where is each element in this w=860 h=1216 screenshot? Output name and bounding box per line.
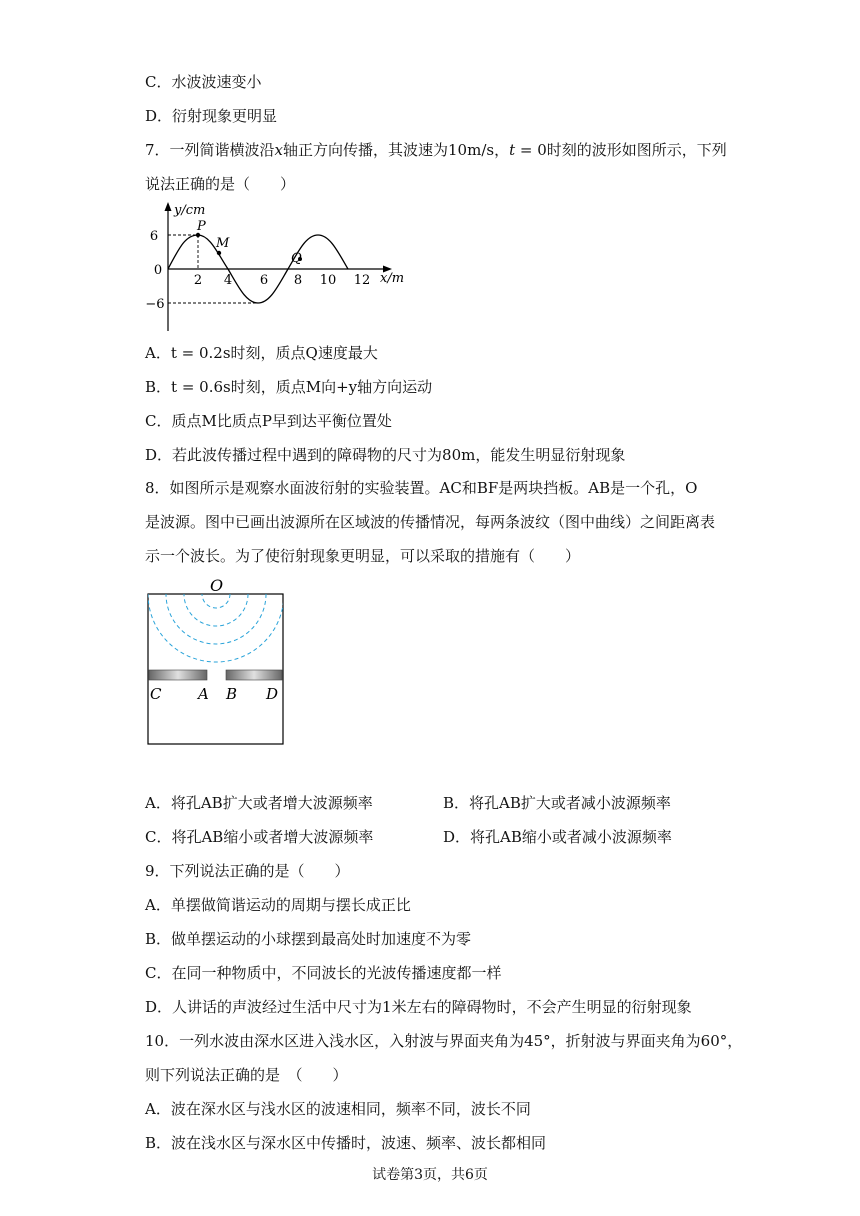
ytick-neg6: −6: [145, 297, 165, 312]
label-o: O: [210, 576, 224, 595]
q10-option-a: A．波在深水区与浅水区的波速相同，频率不同，波长不同: [145, 1100, 531, 1118]
q6-option-d: D．衍射现象更明显: [145, 107, 278, 125]
ytick-0: 0: [153, 263, 163, 278]
xtick-12: 12: [353, 273, 371, 288]
tank-outline: [148, 594, 283, 744]
q9-option-d: D．人讲话的声波经过生活中尺寸为1米左右的障碍物时，不会产生明显的衍射现象: [145, 998, 692, 1016]
q7-wave-figure: [140, 198, 410, 338]
q8-option-b: B．将孔AB扩大或者减小波源频率: [443, 794, 671, 812]
xtick-10: 10: [319, 273, 337, 288]
q7-stem-line1: [145, 140, 727, 160]
q8-stem-line1: 8．如图所示是观察水面波衍射的实验装置。AC和BF是两块挡板。AB是一个孔，O: [145, 479, 698, 497]
xtick-6: 6: [259, 273, 269, 288]
q7-stem-part: 7．一列简谐横波沿: [145, 141, 275, 159]
q8-stem-line3: 示一个波长。为了使衍射现象更明显，可以采取的措施有（ ）: [145, 547, 581, 565]
y-axis-arrow: [165, 202, 172, 211]
label-a: A: [198, 685, 209, 703]
q7-option-d: D．若此波传播过程中遇到的障碍物的尺寸为80m，能发生明显衍射现象: [145, 446, 626, 464]
q7-stem-part: 轴正方向传播，其波速为10m/s，: [283, 141, 510, 159]
q7-stem-line2: 说法正确的是（ ）: [145, 175, 296, 193]
q8-option-c: C．将孔AB缩小或者增大波源频率: [145, 828, 374, 846]
q7-option-a: A．t = 0.2s时刻，质点Q速度最大: [145, 344, 378, 362]
q9-stem: 9．下列说法正确的是（ ）: [145, 862, 350, 880]
point-m-label: M: [216, 236, 230, 251]
y-axis-label: y/cm: [174, 203, 206, 218]
plate-ca: [149, 670, 207, 680]
xtick-8: 8: [293, 273, 303, 288]
point-p-label: P: [197, 219, 206, 234]
page-footer: 试卷第3页，共6页: [372, 1167, 488, 1183]
q10-option-b: B．波在浅水区与深水区中传播时，波速、频率、波长都相同: [145, 1134, 547, 1152]
point-m-dot: [217, 251, 221, 255]
q7-option-c: C．质点M比质点P早到达平衡位置处: [145, 412, 392, 430]
label-c: C: [150, 685, 162, 703]
q7-stem-part: = 0时刻的波形如图所示，下列: [515, 141, 727, 159]
label-d: D: [266, 685, 279, 703]
q6-option-c: C．水波波速变小: [145, 73, 262, 91]
q7-stem-var-t: t: [509, 141, 516, 159]
q9-option-a: A．单摆做简谐运动的周期与摆长成正比: [145, 896, 411, 914]
q10-stem-line2: 则下列说法正确的是 （ ）: [145, 1066, 348, 1084]
xtick-2: 2: [193, 273, 203, 288]
label-b: B: [226, 685, 238, 703]
q7-stem-var-x: x: [274, 141, 284, 159]
q8-option-a: A．将孔AB扩大或者增大波源频率: [145, 794, 373, 812]
q8-option-d: D．将孔AB缩小或者减小波源频率: [443, 828, 672, 846]
q8-stem-line2: 是波源。图中已画出波源所在区域波的传播情况，每两条波纹（图中曲线）之间距离表: [145, 513, 716, 531]
q10-stem-line1: 10．一列水波由深水区进入浅水区，入射波与界面夹角为45°，折射波与界面夹角为60°，: [145, 1032, 743, 1050]
plate-bd: [226, 670, 282, 680]
q7-option-b: B．t = 0.6s时刻，质点M向+y轴方向运动: [145, 378, 433, 396]
ytick-6: 6: [149, 229, 159, 244]
x-axis-label: x/m: [380, 271, 405, 286]
xtick-4: 4: [223, 273, 233, 288]
q9-option-b: B．做单摆运动的小球摆到最高处时加速度不为零: [145, 930, 472, 948]
q9-option-c: C．在同一种物质中，不同波长的光波传播速度都一样: [145, 964, 502, 982]
point-q-label: Q: [291, 251, 302, 266]
q8-diffraction-figure: [140, 572, 300, 750]
